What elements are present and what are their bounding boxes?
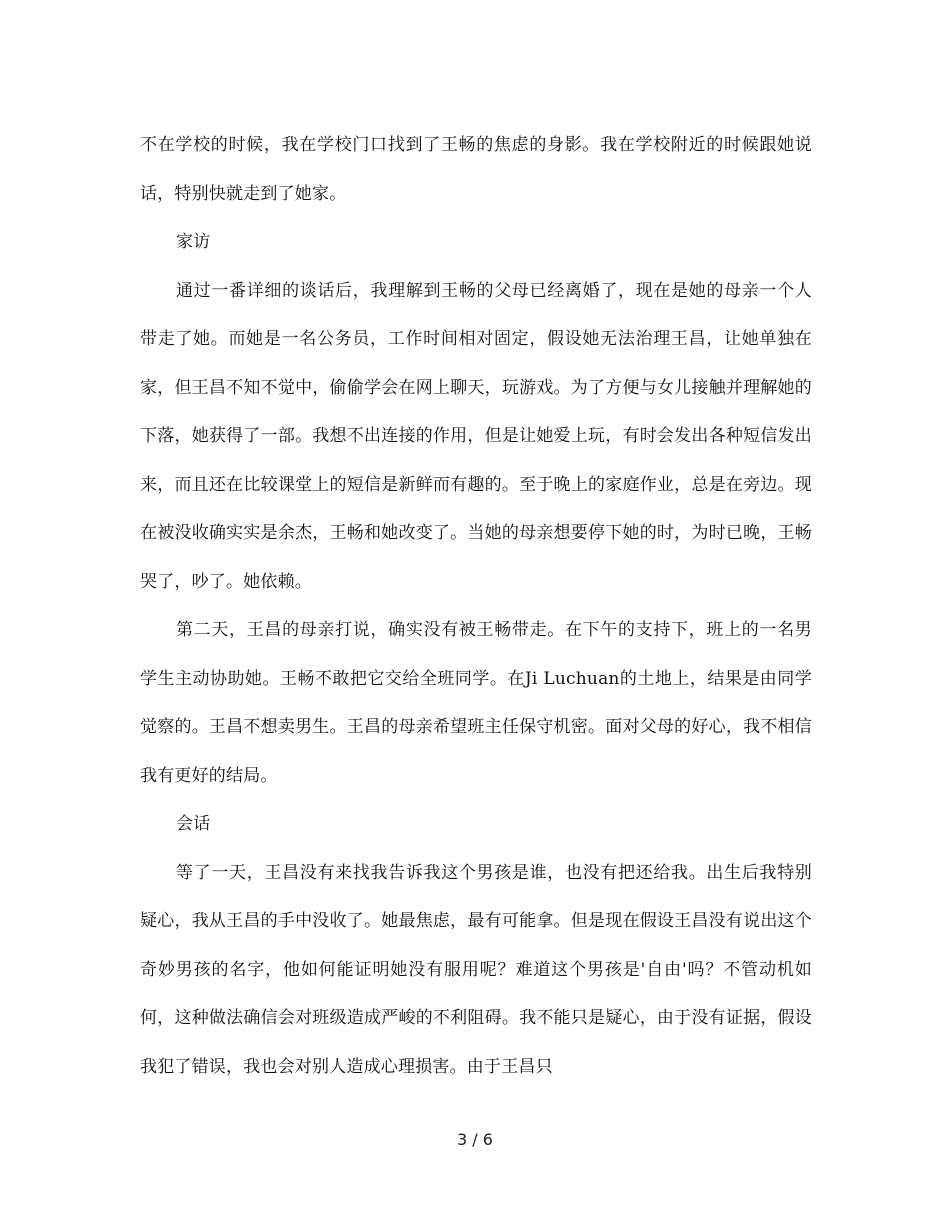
paragraph-4: 等了一天，王昌没有来找我告诉我这个男孩是谁，也没有把还给我。出生后我特别疑心，我从王昌的手中没收了。她最焦虑，最有可能拿。但是现在假设王昌没有说出这个奇妙男孩的名字，他如何能证明她没有服用呢？难道这个男孩是'自由'吗？不管动机如何，这种做法确信会对班级造成严峻的不利阻碍。我不能只是疑心，由于没有证据，假设我犯了错误，我也会对别人造成心理损害。由于王昌只 [140, 862, 812, 1077]
document-body [140, 121, 812, 1091]
paragraph-1: 不在学校的时候，我在学校门口找到了王畅的焦虑的身影。我在学校附近的时候跟她说话，特别快就走到了她家。 [140, 135, 812, 204]
page-number: 3 / 6 [457, 1130, 493, 1149]
section-heading-home-visit: 家访 [176, 232, 211, 252]
section-heading-conversation: 会话 [176, 814, 211, 834]
paragraph-2: 通过一番详细的谈话后，我理解到王畅的父母已经离婚了，现在是她的母亲一个人带走了她。而她是一名公务员，工作时间相对固定，假设她无法治理王昌，让她单独在家，但王昌不知不觉中，偷偷学会在网上聊天，玩游戏。为了方便与女儿接触并理解她的下落，她获得了一部。我想不出连接的作用，但是让她爱上玩，有时会发出各种短信发出来，而且还在比较课堂上的短信是新鲜而有趣的。至于晚上的家庭作业，总是在旁边。现在被没收确实实是余杰，王畅和她改变了。当她的母亲想要停下她的时，为时已晚，王畅哭了，吵了。她依赖。 [140, 280, 812, 592]
paragraph-3: 第二天，王昌的母亲打说，确实没有被王畅带走。在下午的支持下，班上的一名男学生主动协助她。王畅不敢把它交给全班同学。在Ji Luchuan的土地上，结果是由同学觉察的。王昌不想卖男生。王昌的母亲希望班主任保守机密。面对父母的好心，我不相信我有更好的结局。 [140, 620, 812, 786]
